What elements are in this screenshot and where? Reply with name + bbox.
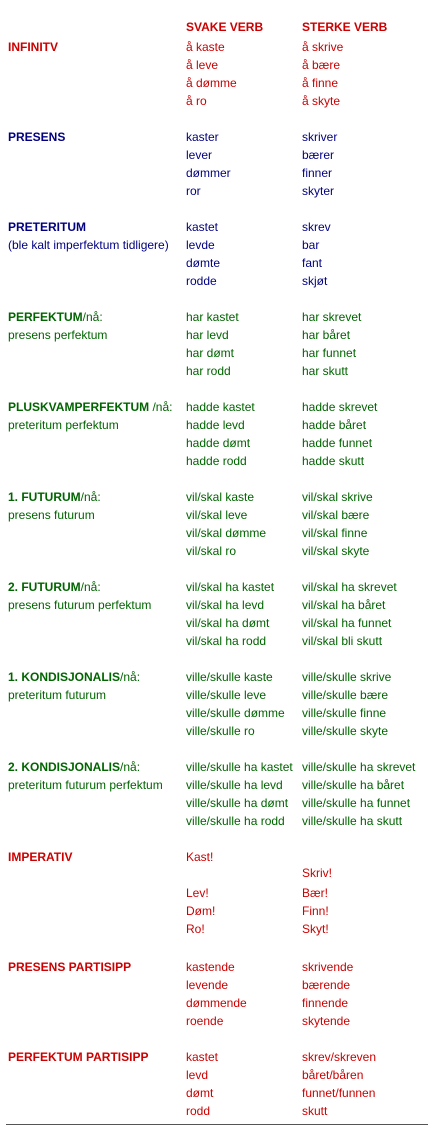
verb-form: vil/skal ha båret [302, 598, 386, 612]
verb-form: ville/skulle ha levd [186, 778, 283, 792]
verb-form: vil/skal bli skutt [302, 634, 383, 648]
tense-name: IMPERATIV [8, 850, 73, 864]
verb-form: roende [186, 1014, 224, 1028]
tense-name: PRESENS PARTISIPP [8, 960, 132, 974]
tense-name: PRESENS [8, 130, 66, 144]
verb-form: ror [186, 184, 201, 198]
verb-form: ville/skulle ha skutt [302, 814, 403, 828]
verb-form: vil/skal skyte [302, 544, 370, 558]
verb-form: bærende [302, 978, 351, 992]
verb-form: å leve [186, 58, 219, 72]
verb-form: vil/skal ha dømt [186, 616, 270, 630]
tense-name-line [8, 128, 186, 146]
tense-label [8, 128, 186, 146]
verb-form: ville/skulle bære [302, 688, 389, 702]
verb-form: kaster [186, 130, 219, 144]
verb-form: vil/skal ha levd [186, 598, 265, 612]
verb-form: å bære [302, 58, 341, 72]
verb-form: vil/skal ha funnet [302, 616, 392, 630]
verb-form: ville/skulle leve [186, 688, 267, 702]
verb-form: har dømt [186, 346, 235, 360]
verb-form: skjøt [302, 274, 328, 288]
verb-form: dømte [186, 256, 221, 270]
tense-name-line [8, 398, 186, 416]
verb-form: hadde skutt [302, 454, 365, 468]
verb-form: har rodd [186, 364, 231, 378]
verb-form: skrivende [302, 960, 354, 974]
verb-form: ville/skulle dømme [186, 706, 285, 720]
tense-name: 2. FUTURUM [8, 580, 81, 594]
verb-form: funnet/funnen [302, 1086, 376, 1100]
verb-form: å ro [186, 94, 207, 108]
verb-form: hadde kastet [186, 400, 255, 414]
tense-name-line [8, 1048, 186, 1066]
tense-alt-name: presens perfektum [8, 328, 108, 342]
header-sterke-verb: STERKE VERB [302, 20, 388, 34]
tense-name: PERFEKTUM PARTISIPP [8, 1050, 149, 1064]
tense-label [8, 398, 186, 434]
tense-name-suffix: /nå: [120, 670, 141, 684]
verb-form: dømmer [186, 166, 231, 180]
verb-form: skrev/skreven [302, 1050, 377, 1064]
verb-form: ville/skulle kaste [186, 670, 273, 684]
verb-form: ville/skulle ha båret [302, 778, 405, 792]
verb-form: har levd [186, 328, 229, 342]
tense-alt-name: preteritum futurum [8, 688, 107, 702]
verb-form: har skutt [302, 364, 349, 378]
verb-form: Bær! [302, 886, 329, 900]
tense-label [8, 578, 186, 614]
tense-name-line [8, 488, 186, 506]
tense-alt-name: presens futurum [8, 508, 95, 522]
tense-alt-name: preteritum perfektum [8, 418, 119, 432]
verb-form: Ro! [186, 922, 205, 936]
verb-form: Lev! [186, 886, 209, 900]
verb-form: ville/skulle ha funnet [302, 796, 411, 810]
verb-form: ville/skulle skyte [302, 724, 389, 738]
tense-name: 1. KONDISJONALIS [8, 670, 121, 684]
verb-form: bærer [302, 148, 335, 162]
verb-form: skytende [302, 1014, 351, 1028]
verb-form: å kaste [186, 40, 225, 54]
verb-form: hadde skrevet [302, 400, 378, 414]
tense-label [8, 488, 186, 524]
verb-form: Skyt! [302, 922, 329, 936]
verb-form: hadde rodd [186, 454, 247, 468]
tense-name: PRETERITUM [8, 220, 86, 234]
tense-name-suffix: /nå: [80, 580, 101, 594]
tense-alt-name: preteritum futurum perfektum [8, 778, 163, 792]
verb-form: bar [302, 238, 320, 252]
tense-label [8, 38, 186, 56]
verb-form: ville/skulle ha kastet [186, 760, 293, 774]
tense-name-suffix: /nå: [120, 760, 141, 774]
tense-name: INFINITV [8, 40, 58, 54]
verb-form: ville/skulle skrive [302, 670, 392, 684]
tense-name: PERFEKTUM [8, 310, 83, 324]
tense-label [8, 668, 186, 704]
verb-form: ville/skulle ha skrevet [302, 760, 416, 774]
verb-form: kastet [186, 1050, 219, 1064]
verb-form: å dømme [186, 76, 237, 90]
verb-form: Finn! [302, 904, 329, 918]
verb-form: hadde levd [186, 418, 245, 432]
tense-name-line [8, 308, 186, 326]
tense-label [8, 308, 186, 344]
tense-name-line [8, 958, 186, 976]
tense-name-suffix: /nå: [80, 490, 101, 504]
tense-name-line [8, 668, 186, 686]
verb-form: levende [186, 978, 229, 992]
tense-name-line [8, 848, 186, 866]
tense-name-suffix: /nå: [149, 400, 173, 414]
verb-form: lever [186, 148, 213, 162]
verb-form: levde [186, 238, 215, 252]
verb-form: levd [186, 1068, 209, 1082]
verb-form: å skyte [302, 94, 341, 108]
verb-form: vil/skal dømme [186, 526, 267, 540]
verb-form: Kast! [186, 850, 214, 864]
tense-label [8, 958, 186, 976]
verb-form: dømt [186, 1086, 214, 1100]
verb-form: båret/båren [302, 1068, 364, 1082]
bottom-divider [6, 1124, 428, 1125]
verb-form: hadde funnet [302, 436, 373, 450]
verb-form: Skriv! [302, 866, 332, 880]
verb-form: vil/skal kaste [186, 490, 255, 504]
verb-form: rodd [186, 1104, 211, 1118]
verb-form: vil/skal bære [302, 508, 370, 522]
tense-name-line [8, 758, 186, 776]
verb-form: vil/skal ha rodd [186, 634, 267, 648]
tense-name: 1. FUTURUM [8, 490, 81, 504]
tense-label [8, 848, 186, 866]
verb-form: hadde båret [302, 418, 367, 432]
verb-form: vil/skal ha kastet [186, 580, 275, 594]
verb-form: har kastet [186, 310, 239, 324]
verb-form: vil/skal finne [302, 526, 368, 540]
tense-name: 2. KONDISJONALIS [8, 760, 121, 774]
column-headers [0, 20, 430, 36]
verb-form: vil/skal ha skrevet [302, 580, 397, 594]
verb-form: kastet [186, 220, 219, 234]
verb-form: å skrive [302, 40, 344, 54]
tense-name: PLUSKVAMPERFEKTUM [8, 400, 150, 414]
tense-alt-name: presens futurum perfektum [8, 598, 152, 612]
verb-form: har funnet [302, 346, 357, 360]
tense-label [8, 1048, 186, 1066]
verb-form: har båret [302, 328, 351, 342]
verb-form: dømmende [186, 996, 247, 1010]
tense-label [8, 758, 186, 794]
tense-alt-name: (ble kalt imperfektum tidligere) [8, 238, 169, 252]
header-svake-verb: SVAKE VERB [186, 20, 264, 34]
verb-form: ville/skulle ro [186, 724, 255, 738]
verb-form: vil/skal skrive [302, 490, 373, 504]
tense-name-line [8, 578, 186, 596]
verb-form: finnende [302, 996, 349, 1010]
verb-form: fant [302, 256, 323, 270]
verb-form: skyter [302, 184, 335, 198]
tense-label [8, 218, 186, 254]
tense-name-line [8, 218, 186, 236]
verb-form: skriver [302, 130, 338, 144]
verb-form: ville/skulle finne [302, 706, 387, 720]
verb-form: hadde dømt [186, 436, 251, 450]
verb-form: skrev [302, 220, 331, 234]
verb-form: vil/skal ro [186, 544, 237, 558]
verb-form: kastende [186, 960, 235, 974]
verb-form: skutt [302, 1104, 328, 1118]
tense-name-line [8, 38, 186, 56]
verb-form: har skrevet [302, 310, 362, 324]
tense-name-suffix: /nå: [82, 310, 103, 324]
verb-form: å finne [302, 76, 339, 90]
verb-form: finner [302, 166, 333, 180]
verb-form: Døm! [186, 904, 216, 918]
verb-form: rodde [186, 274, 217, 288]
verb-form: vil/skal leve [186, 508, 248, 522]
verb-form: ville/skulle ha dømt [186, 796, 289, 810]
verb-form: ville/skulle ha rodd [186, 814, 285, 828]
